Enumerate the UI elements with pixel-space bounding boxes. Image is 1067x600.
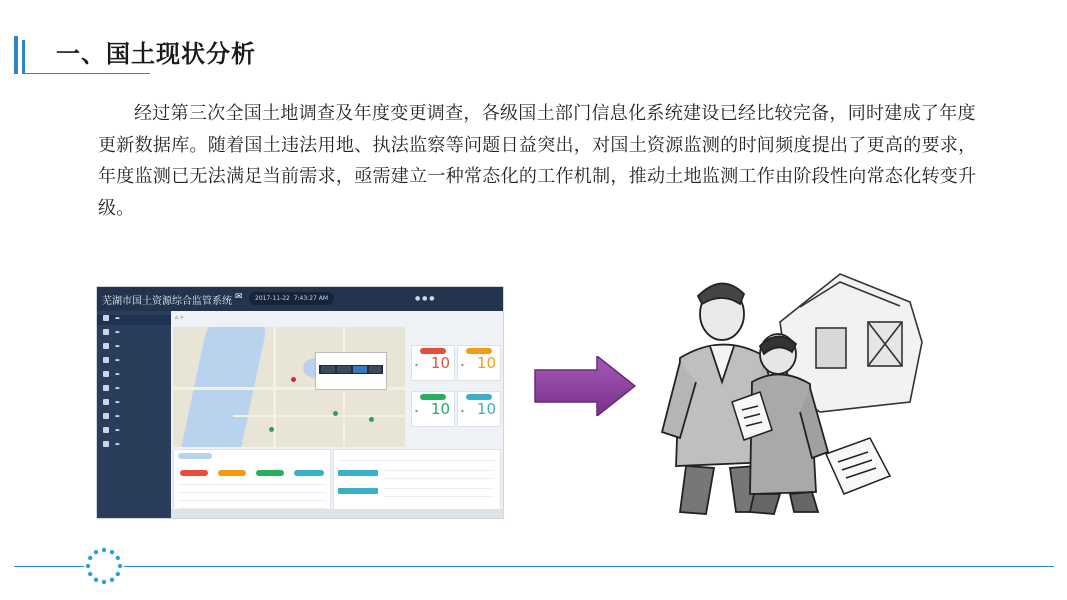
sidebar-item: ▬ (103, 385, 120, 395)
dashboard-main (171, 311, 503, 518)
table-row (178, 484, 326, 485)
list-item-tag (338, 470, 378, 476)
task-list-panel (333, 449, 501, 513)
illegal-land-use-cartoon (640, 262, 926, 516)
stat-card (457, 391, 501, 427)
menu-icon (103, 413, 109, 419)
dashboard-date: 2017-11-22 (255, 295, 290, 302)
list-item (384, 496, 494, 497)
map-pin-icon (369, 417, 374, 422)
dashboard-screenshot (96, 286, 504, 519)
map-pin-icon (269, 427, 274, 432)
dashboard-datetime (249, 292, 334, 305)
list-item (384, 470, 494, 471)
stat-card-sub: ▪ (461, 408, 464, 413)
stat-card-value: 10 (430, 400, 450, 418)
body-paragraph: 经过第三次全国土地调查及年度变更调查，各级国土部门信息化系统建设已经比较完备，同时建成了年度更新数据库。随着国土违法用地、执法监察等问题日益突出，对国土资源监测的时间频度提出了更高的要求，年度监测已无法满足当前需求，亟需建立一种常态化的工作机制，推动土地监测工作由阶段性向常态化转变升级。 (98, 103, 977, 219)
panel-tab (178, 453, 212, 459)
stat-card (457, 345, 501, 381)
map-road (233, 415, 405, 417)
list-item (384, 488, 494, 489)
menu-icon (103, 427, 109, 433)
sidebar-item: ▬ (103, 399, 120, 409)
sidebar-item: ▬ (103, 441, 120, 451)
stat-card (411, 391, 455, 427)
stat-cards (411, 327, 501, 447)
stat-card-value: 10 (476, 354, 496, 372)
dashboard-footer (171, 509, 503, 518)
sidebar-item: ▬ (103, 343, 120, 353)
status-badge (180, 470, 208, 476)
map-panel (173, 327, 405, 447)
table-row (178, 492, 326, 493)
dashboard-topbar (97, 287, 503, 311)
footer-line (14, 566, 84, 567)
stat-card (411, 345, 455, 381)
menu-icon (103, 441, 109, 447)
bell-icon: ✉ (235, 292, 243, 302)
sidebar-item: ▬ (103, 413, 120, 423)
home-icon (103, 315, 109, 321)
menu-icon (103, 329, 109, 335)
sidebar-item: ▬ (97, 315, 171, 325)
map-toolbar (319, 365, 383, 374)
sidebar-item: ▬ (103, 427, 120, 437)
table-row (178, 500, 326, 501)
stat-card-sub: ▪ (415, 362, 418, 367)
stat-card-value: 10 (476, 400, 496, 418)
map-tool-button (369, 366, 381, 373)
menu-icon (103, 371, 109, 377)
list-item (338, 460, 496, 461)
title-bar-thin (22, 40, 25, 74)
map-pin-icon (291, 377, 296, 382)
list-item-tag (338, 488, 378, 494)
stat-card-value: 10 (430, 354, 450, 372)
map-tool-button (353, 366, 367, 373)
status-badge (256, 470, 284, 476)
map-tool-button (321, 366, 335, 373)
map-tool-button (337, 366, 351, 373)
right-arrow-icon (533, 356, 637, 416)
status-badge (294, 470, 324, 476)
dashboard-breadcrumb: ⌂ > (175, 315, 184, 321)
title-bar-thick (14, 36, 18, 74)
footer-line (124, 566, 1054, 567)
sidebar-item: ▬ (103, 371, 120, 381)
stat-card-sub: ▪ (415, 408, 418, 413)
menu-icon (103, 343, 109, 349)
summary-table-panel (173, 449, 331, 513)
sidebar-item: ▬ (103, 357, 120, 367)
page-title: 一、国土现状分析 (56, 40, 256, 68)
map-pin-icon (333, 411, 338, 416)
list-item (384, 478, 494, 479)
menu-icon (103, 399, 109, 405)
title-underline (22, 73, 150, 74)
dashboard-sidebar (97, 311, 171, 518)
dashboard-time: 7:43:27 AM (293, 295, 329, 302)
status-badge (218, 470, 246, 476)
dashboard-user-area: ● ● ● (415, 295, 435, 302)
dotted-ring-icon (84, 546, 124, 586)
stat-card-sub: ▪ (461, 362, 464, 367)
sidebar-item: ▬ (103, 329, 120, 339)
dashboard-system-title: 芜湖市国土资源综合监管系统 (102, 296, 232, 307)
menu-icon (103, 385, 109, 391)
menu-icon (103, 357, 109, 363)
